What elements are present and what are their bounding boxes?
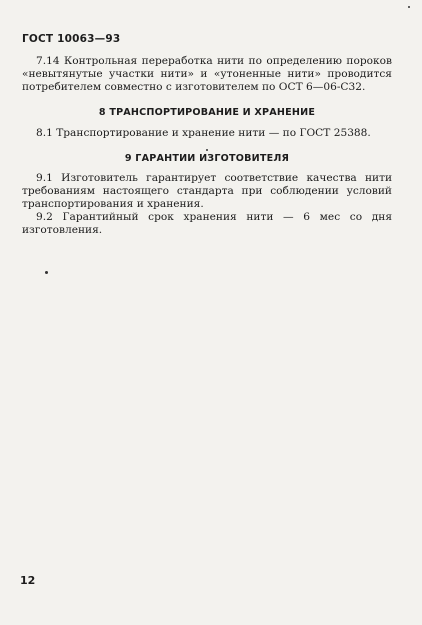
page-number: 12 — [20, 574, 36, 587]
section-heading-9: 9 ГАРАНТИИ ИЗГОТОВИТЕЛЯ — [124, 153, 290, 164]
scan-speck — [45, 271, 48, 274]
paragraph-8-1: 8.1 Транспортирование и хранение нити — по ГОСТ 25388. — [36, 127, 371, 139]
section-heading-8: 8 ТРАНСПОРТИРОВАНИЕ И ХРАНЕНИЕ — [98, 107, 316, 118]
paragraph-9-1: 9.1 Изготовитель гарантирует соответствие качества нити требованиям настоящего стандарта при соблюдении условий транспортирования и хранения. — [22, 172, 392, 211]
paragraph-7-14: 7.14 Контрольная переработка нити по определению пороков «невытянутые участки нити» и «утоненные нити» проводится потребителем совместно с изготовителем по ОСТ 6—06-С32. — [22, 55, 392, 94]
document-header: ГОСТ 10063—93 — [22, 33, 121, 45]
scan-speck — [206, 149, 208, 151]
paragraph-9-2: 9.2 Гарантийный срок хранения нити — 6 мес со дня изготовления. — [22, 211, 392, 237]
scan-speck — [408, 6, 410, 8]
